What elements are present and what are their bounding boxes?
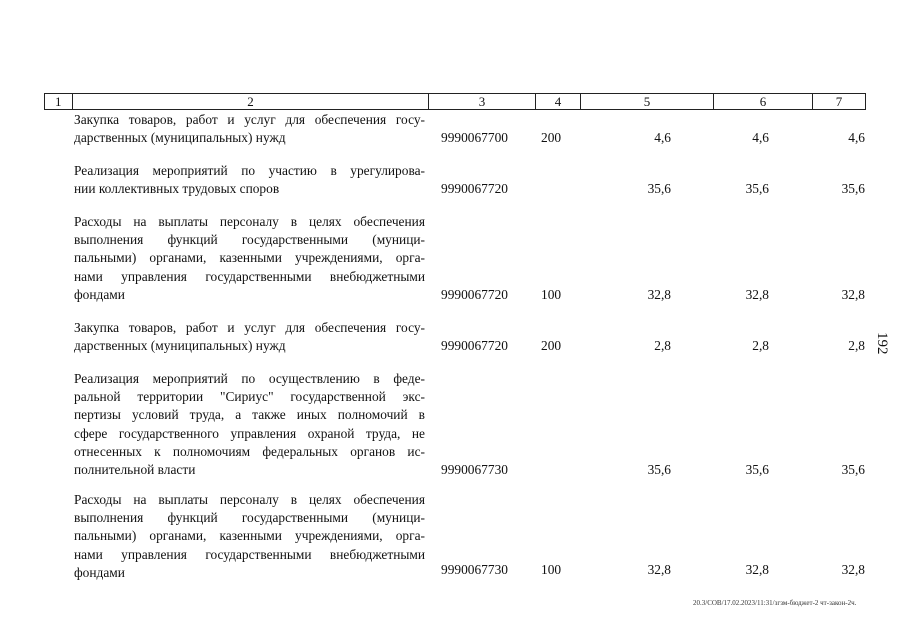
description-line: Реализация мероприятий по участию в урегулирова-: [74, 163, 425, 178]
header-col-6: 6: [714, 94, 813, 109]
target-article-code: 9990067730: [441, 462, 508, 477]
description-line: Расходы на выплаты персоналу в целях обеспечения: [74, 214, 425, 229]
description-line: пертизы условий труда, а также иных полномочий в: [74, 407, 425, 423]
value-col-5: 32,8: [647, 562, 671, 577]
value-col-5: 35,6: [647, 462, 671, 477]
target-article-code: 9990067700: [441, 130, 508, 145]
expense-type-code: 200: [541, 338, 562, 353]
row-description: [74, 162, 425, 198]
value-col-6: 35,6: [745, 462, 769, 477]
description-line: выполнения функций государственными (муници-: [74, 232, 425, 248]
description-line: Реализация мероприятий по осуществлению в феде-: [74, 371, 425, 386]
description-line: Закупка товаров, работ и услуг для обеспечения госу-: [74, 112, 425, 127]
value-col-7: 32,8: [841, 287, 865, 302]
row-description: [74, 319, 425, 355]
value-col-5: 4,6: [654, 130, 671, 145]
description-line: дарственных (муниципальных) нужд: [74, 338, 286, 354]
description-line: нии коллективных трудовых споров: [74, 181, 280, 197]
description-line: дарственных (муниципальных) нужд: [74, 130, 286, 146]
description-line: Закупка товаров, работ и услуг для обеспечения госу-: [74, 320, 425, 335]
description-line: выполнения функций государственными (муници-: [74, 510, 425, 526]
value-col-6: 32,8: [745, 562, 769, 577]
expense-type-code: 200: [541, 130, 562, 145]
row-description: [74, 491, 425, 582]
header-col-1: 1: [45, 94, 73, 109]
value-col-7: 35,6: [841, 462, 865, 477]
value-col-6: 4,6: [752, 130, 769, 145]
target-article-code: 9990067720: [441, 181, 508, 196]
description-line: фондами: [74, 286, 125, 302]
value-col-7: 32,8: [841, 562, 865, 577]
description-line: Расходы на выплаты персоналу в целях обеспечения: [74, 492, 425, 507]
table-header-row: [44, 93, 866, 110]
value-col-5: 2,8: [654, 338, 671, 353]
expense-type-code: 100: [541, 562, 562, 577]
description-line: отнесенных к полномочиям федеральных органов ис-: [74, 443, 425, 459]
description-line: нами управления государственными внебюджетными: [74, 268, 425, 284]
value-col-7: 2,8: [848, 338, 865, 353]
target-article-code: 9990067730: [441, 562, 508, 577]
target-article-code: 9990067720: [441, 287, 508, 302]
description-line: ральной территории "Сириус" государственной экс-: [74, 389, 425, 405]
value-col-6: 35,6: [745, 181, 769, 196]
row-description: [74, 213, 425, 304]
row-description: [74, 111, 425, 147]
value-col-6: 32,8: [745, 287, 769, 302]
header-col-7: 7: [835, 94, 843, 109]
description-line: фондами: [74, 564, 125, 580]
description-line: сфере государственного управления охраной труда, не: [74, 425, 425, 441]
value-col-5: 32,8: [647, 287, 671, 302]
value-col-7: 4,6: [848, 130, 865, 145]
header-col-3: 3: [429, 94, 536, 109]
document-footer: 20.3/СОВ/17.02.2023/11:31/згзм-бюджет-2 чт-закон-2ч.: [693, 599, 857, 607]
description-line: полнительной власти: [74, 462, 196, 478]
description-line: пальными) органами, казенными учреждениями, орга-: [74, 528, 425, 544]
value-col-5: 35,6: [647, 181, 671, 196]
description-line: пальными) органами, казенными учреждениями, орга-: [74, 250, 425, 266]
value-col-6: 2,8: [752, 338, 769, 353]
header-col-5: 5: [581, 94, 714, 109]
header-col-2: 2: [73, 94, 429, 109]
row-description: [74, 370, 425, 479]
page-number: 192: [874, 332, 890, 355]
expense-type-code: 100: [541, 287, 562, 302]
value-col-7: 35,6: [841, 181, 865, 196]
target-article-code: 9990067720: [441, 338, 508, 353]
header-col-4: 4: [536, 94, 581, 109]
description-line: нами управления государственными внебюджетными: [74, 546, 425, 562]
